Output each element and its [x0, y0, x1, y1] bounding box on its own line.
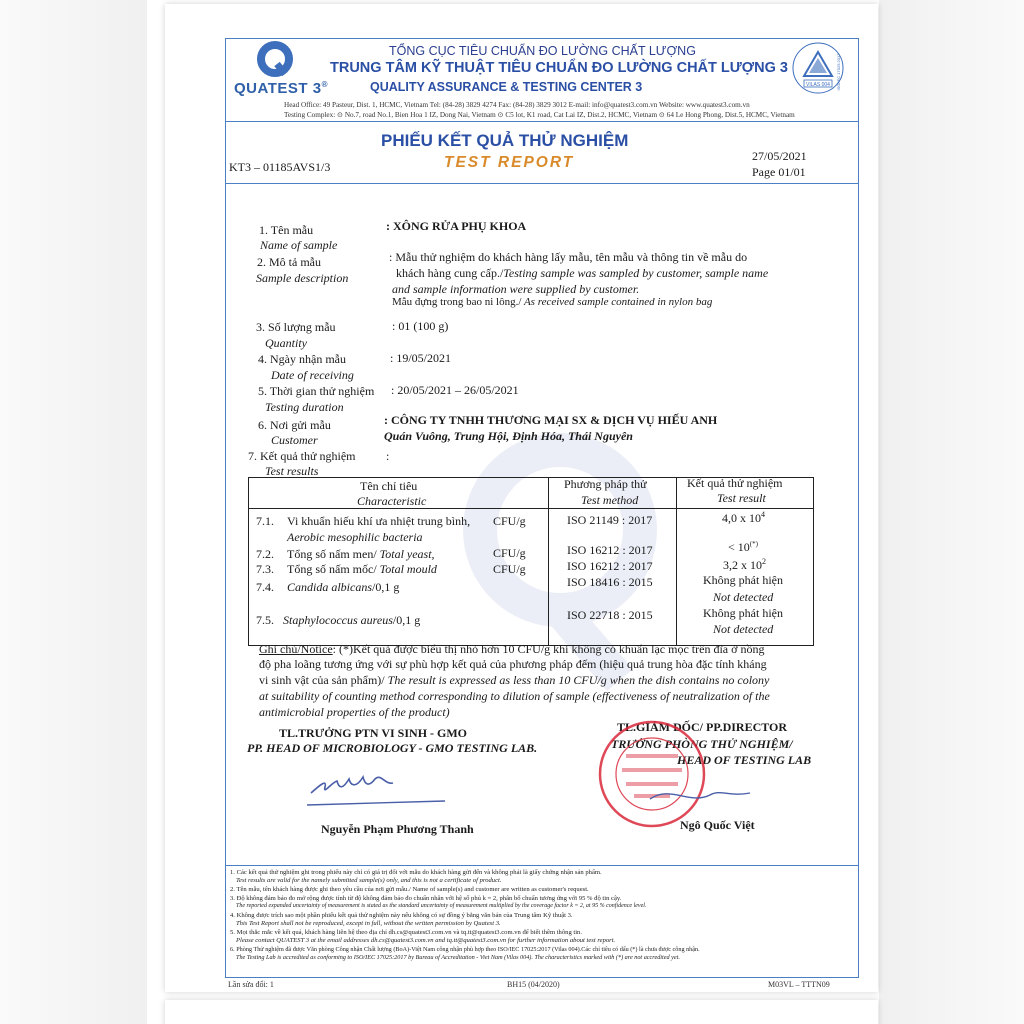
row-4-result-en: Not detected: [713, 590, 774, 604]
left-signer-title-vn: TL.TRƯỞNG PTN VI SINH - GMO: [279, 726, 468, 740]
page-number: Page 01/01: [752, 165, 806, 179]
report-number: KT3 – 01185AVS1/3: [229, 160, 331, 174]
vilas-accreditation-logo: [790, 40, 846, 96]
row-4-no: 7.4.: [256, 580, 274, 594]
row-1-name-en: Aerobic mesophilic bacteria: [287, 530, 423, 544]
row-2-name: Tổng số nấm men/ Total yeast,: [287, 547, 435, 561]
quantity-value: : 01 (100 g): [392, 319, 449, 333]
desc-line-1: : Mẫu thử nghiệm do khách hàng lấy mẫu, tên mẫu và thông tin về mẫu do: [389, 250, 748, 264]
background-left: [0, 0, 147, 1024]
table-header-divider: [248, 508, 814, 509]
row-1-no: 7.1.: [256, 514, 274, 528]
right-signer-title-3: HEAD OF TESTING LAB: [677, 753, 812, 767]
org-name-vn: TỔNG CỤC TIÊU CHUẨN ĐO LƯỜNG CHẤT LƯỢNG: [389, 44, 696, 58]
footnote-1: 1. Các kết quả thử nghiệm ghi trong phiếu này chỉ có giá trị đối với mẫu do khách hàng gửi đến và không phải là giấy chứng nhận sản phẩm.: [230, 869, 602, 876]
row-2-unit: CFU/g: [493, 546, 526, 560]
row-2-result: < 10(*): [728, 540, 758, 554]
field-duration-label: 5. Thời gian thử nghiệm: [258, 384, 375, 398]
field-desc-label-en: Sample description: [256, 271, 349, 285]
desc-line-2: khách hàng cung cấp./Testing sample was sampled by customer, sample name: [396, 266, 769, 280]
row-1-unit: CFU/g: [493, 514, 526, 528]
field-qty-label-en: Quantity: [265, 336, 307, 350]
footnote-2: 2. Tên mẫu, tên khách hàng được ghi theo yêu cầu của nơi gửi mẫu./ Name of sample(s) and customer are written as customer's request.: [230, 886, 589, 893]
row-3-name: Tổng số nấm mốc/ Total mould: [287, 562, 437, 576]
row-3-unit: CFU/g: [493, 562, 526, 576]
row-1-result: 4,0 x $10^4$: [722, 510, 765, 525]
row-4-method: ISO 18416 : 2015: [567, 575, 653, 589]
footnote-5-en: Please contact QUATEST 3 at the email addresses dh.cs@quatest3.com.vn and tq.tt@quatest3.com.vn for further information about test report.: [236, 937, 616, 944]
field-name-label: 1. Tên mẫu: [259, 223, 314, 237]
vilas-code: VILAS 004: [806, 82, 830, 88]
sample-name: : XÔNG RỬA PHỤ KHOA: [386, 219, 527, 233]
th-method-en: Test method: [581, 493, 639, 507]
footnote-4: 4. Không được trích sao một phần phiếu kết quả thử nghiệm này nếu không có sự đồng ý bằng văn bản của Trung tâm Kỹ thuật 3.: [230, 912, 573, 919]
center-name-vn: TRUNG TÂM KỸ THUẬT TIÊU CHUẨN ĐO LƯỜNG CHẤT LƯỢNG 3: [330, 60, 788, 76]
left-signer-name: Nguyễn Phạm Phương Thanh: [321, 822, 474, 836]
table-col-divider-2: [676, 477, 677, 646]
header-divider: [226, 121, 858, 122]
desc-line-4: Mẫu đựng trong bao ni lông./ As received sample contained in nylon bag: [392, 296, 713, 308]
row-2-method: ISO 16212 : 2017: [567, 543, 653, 557]
notice-line-5: antimicrobial properties of the product): [259, 705, 450, 719]
field-results-label-en: Test results: [265, 464, 319, 478]
notice-line-1: Ghi chú/Notice: (*)Kết quả được biểu thị nhỏ hơn 10 CFU/g khi không có khuẩn lạc mọc trên đĩa ở nồng: [259, 642, 765, 656]
row-5-name: Staphylococcus aureus/0,1 g: [283, 613, 421, 627]
row-5-method: ISO 22718 : 2015: [567, 608, 653, 622]
footnote-6: 6. Phòng Thử nghiệm đã được Văn phòng Công nhận Chất lượng (BoA)-Việt Nam công nhận phù hợp theo ISO/IEC 17025:2017 (Vilas 004).Các chỉ tiêu có dấu (*) là chưa được công nhận.: [230, 946, 700, 953]
field-results-label: 7. Kết quả thử nghiệm: [248, 449, 356, 463]
right-signature-image: [640, 775, 760, 815]
form-code: BH15 (04/2020): [507, 980, 560, 989]
row-3-no: 7.3.: [256, 562, 274, 576]
revision-label: Lần sửa đổi: 1: [228, 980, 274, 989]
background-right: [879, 0, 1024, 1024]
right-signer-title-2: TRƯỞNG PHÒNG THỬ NGHIỆM/: [611, 737, 793, 751]
footnote-5: 5. Mọi thắc mắc về kết quả, khách hàng liên hệ theo địa chỉ dh.cs@quatest3.com.vn và tq.tt@quatest3.com.vn để biết thêm thông tin.: [230, 929, 583, 936]
notice-line-2: độ pha loãng tương ứng với sự phù hợp kết quả của phương pháp đếm (hiệu quả trung hòa đặc tính kháng: [259, 657, 767, 671]
footnotes-divider: [226, 865, 858, 866]
report-date: 27/05/2021: [752, 149, 807, 163]
row-5-no: 7.5.: [256, 613, 274, 627]
head-office-line: Head Office: 49 Pasteur, Dist. 1, HCMC, Vietnam Tel: (84-28) 3829 4274 Fax: (84-28) 3829 3012 E-mail: info@quatest3.com.vn Website: www.quatest3.com.vn: [284, 101, 750, 109]
field-customer-label: 6. Nơi gửi mẫu: [258, 418, 331, 432]
left-signer-title-en: PP. HEAD OF MICROBIOLOGY - GMO TESTING LAB.: [247, 741, 538, 755]
left-signature-image: [305, 765, 455, 810]
field-recv-label-en: Date of receiving: [271, 368, 354, 382]
document-code: M03VL – TTTN09: [768, 980, 830, 989]
notice-line-4: at suitability of counting method corresponding to dilution of sample (effectiveness of neutralization of the: [259, 689, 770, 703]
report-title-en: TEST REPORT: [444, 154, 575, 171]
row-3-method: ISO 16212 : 2017: [567, 559, 653, 573]
row-1-method: ISO 21149 : 2017: [567, 513, 653, 527]
field-qty-label: 3. Số lượng mẫu: [256, 320, 336, 334]
testing-duration: : 20/05/2021 – 26/05/2021: [391, 383, 519, 397]
footnote-4-en: This Test Report shall not be reproduced, except in full, without the written permission by Quatest 3.: [236, 920, 501, 927]
next-page-edge: [165, 1000, 878, 1024]
field-duration-label-en: Testing duration: [265, 400, 344, 414]
field-desc-label: 2. Mô tả mẫu: [257, 255, 321, 269]
row-2-no: 7.2.: [256, 547, 274, 561]
customer-address: Quán Vuông, Trung Hội, Định Hóa, Thái Nguyên: [384, 429, 633, 443]
th-result: Kết quả thử nghiệm: [687, 476, 783, 490]
field-name-label-en: Name of sample: [260, 238, 338, 252]
row-5-result-en: Not detected: [713, 622, 774, 636]
field-recv-label: 4. Ngày nhận mẫu: [258, 352, 346, 366]
row-3-result: 3,2 x $10^2$: [723, 557, 766, 572]
footnote-1-en: Test results are valid for the namely submitted sample(s) only, and this is not a certificate of product.: [236, 877, 502, 884]
table-col-divider-1: [548, 477, 549, 646]
field-results-colon: :: [386, 449, 390, 463]
title-divider: [226, 183, 858, 184]
footnote-6-en: The Testing Lab is accredited as conforming to ISO/IEC 17025:2017 by Bureau of Accreditation - Viet Nam (Vilas 004). The characteristics marked with (*) are not accredited yet.: [236, 954, 680, 961]
field-customer-label-en: Customer: [271, 433, 318, 447]
center-name-en: QUALITY ASSURANCE & TESTING CENTER 3: [370, 80, 643, 94]
footnote-3-en: The reported expanded uncertainty of measurement is stated as the standard uncertainty of measurement multiplied by the coverage factor k = 2, at 95 % confidence level.: [236, 903, 647, 909]
row-4-name: Candida albicans/0,1 g: [287, 580, 400, 594]
report-title-vn: PHIẾU KẾT QUẢ THỬ NGHIỆM: [381, 131, 629, 150]
th-characteristic-en: Characteristic: [357, 494, 427, 508]
logo-text: QUATEST 3®: [234, 80, 328, 97]
row-4-result: Không phát hiện: [703, 573, 783, 587]
th-method: Phương pháp thử: [564, 477, 647, 491]
footer-divider: [226, 977, 858, 978]
testing-complex-line: Testing Complex: ⊙ No.7, road No.1, Bien Hoa 1 IZ, Dong Nai, Vietnam ⊙ C5 lot, K1 road, Cat Lai IZ, Dist.2, HCMC, Vietnam ⊙ 64 Le Hong Phong, Dist.5, HCMC, Vietnam: [284, 111, 795, 119]
row-1-name: Vi khuẩn hiếu khí ưa nhiệt trung bình,: [287, 514, 471, 528]
footnote-3: 3. Độ không đảm bảo đo mở rộng được tính từ độ không đảm bảo đo chuẩn nhân với hệ số phủ k = 2, phân bố chuẩn tương ứng với 95 % độ tin cậy.: [230, 895, 622, 902]
th-result-en: Test result: [717, 491, 766, 505]
th-characteristic: Tên chỉ tiêu: [360, 479, 418, 493]
right-signer-title-1: TL.GIÁM ĐỐC/ PP.DIRECTOR: [617, 720, 788, 734]
vilas-standard: ISO/IEC 17025:2017: [836, 53, 841, 91]
receive-date: : 19/05/2021: [390, 351, 452, 365]
row-5-result: Không phát hiện: [703, 606, 783, 620]
desc-line-3: and sample information were supplied by customer.: [392, 282, 640, 296]
right-signer-name: Ngô Quốc Việt: [680, 818, 755, 832]
customer-name: : CÔNG TY TNHH THƯƠNG MẠI SX & DỊCH VỤ HIẾU ANH: [384, 413, 718, 427]
quatest-logo-icon: [255, 40, 295, 80]
notice-line-3: vi sinh vật của sản phẩm)/ The result is expressed as less than 10 CFU/g when the dish contains no colony: [259, 673, 770, 687]
